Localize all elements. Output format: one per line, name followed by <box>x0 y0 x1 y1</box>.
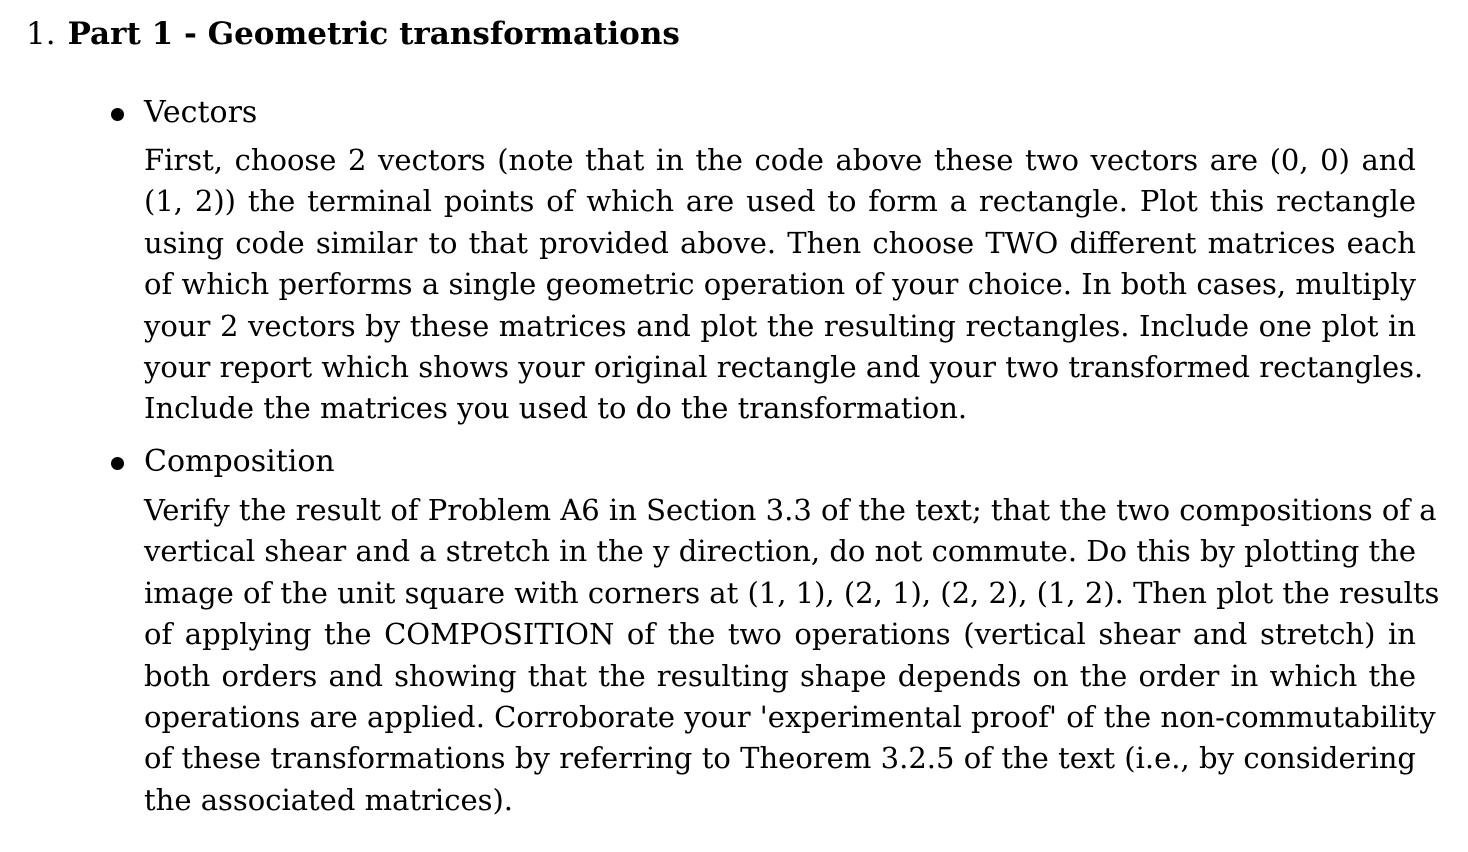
paragraph-line: Include the matrices you used to do the transformation. <box>144 391 968 426</box>
paragraph-line: using code similar to that provided above. Then choose TWO different matrices each <box>144 225 1416 260</box>
paragraph-line: (1, 2)) the terminal points of which are used to form a rectangle. Plot this rectangle <box>144 184 1416 219</box>
paragraph-line: of which performs a single geometric operation of your choice. In both cases, multiply <box>144 267 1416 302</box>
item-paragraph-vectors <box>144 140 1424 430</box>
item-label-vectors: Vectors <box>144 95 258 130</box>
paragraph-line: First, choose 2 vectors (note that in the code above these two vectors are (0, 0) and <box>144 143 1416 177</box>
paragraph-line: of applying the COMPOSITION of the two operations (vertical shear and stretch) in <box>144 617 1416 652</box>
bullet-icon <box>111 457 124 470</box>
paragraph-line: operations are applied. Corroborate your 'experimental proof' of the non-commutability <box>144 699 1436 734</box>
paragraph-line: Verify the result of Problem A6 in Section 3.3 of the text; that the two compositions of a <box>144 493 1437 527</box>
section-number: 1. <box>26 16 56 52</box>
section-heading <box>26 14 680 54</box>
paragraph-line: both orders and showing that the resulting shape depends on the order in which the <box>144 658 1416 693</box>
paragraph-line: of these transformations by referring to Theorem 3.2.5 of the text (i.e., by considering <box>144 741 1416 776</box>
item-paragraph-composition <box>144 490 1440 821</box>
item-label-composition: Composition <box>144 444 335 479</box>
bullet-icon <box>111 108 124 121</box>
paragraph-line: your 2 vectors by these matrices and plot the resulting rectangles. Include one plot in <box>144 308 1416 343</box>
section-title: Part 1 - Geometric transformations <box>67 16 680 52</box>
paragraph-line: your report which shows your original rectangle and your two transformed rectangles. <box>144 349 1424 384</box>
paragraph-line: vertical shear and a stretch in the y direction, do not commute. Do this by plotting the <box>144 534 1416 569</box>
paragraph-line: the associated matrices). <box>144 782 514 817</box>
paragraph-line: image of the unit square with corners at (1, 1), (2, 1), (2, 2), (1, 2). Then plot the results <box>144 575 1440 610</box>
